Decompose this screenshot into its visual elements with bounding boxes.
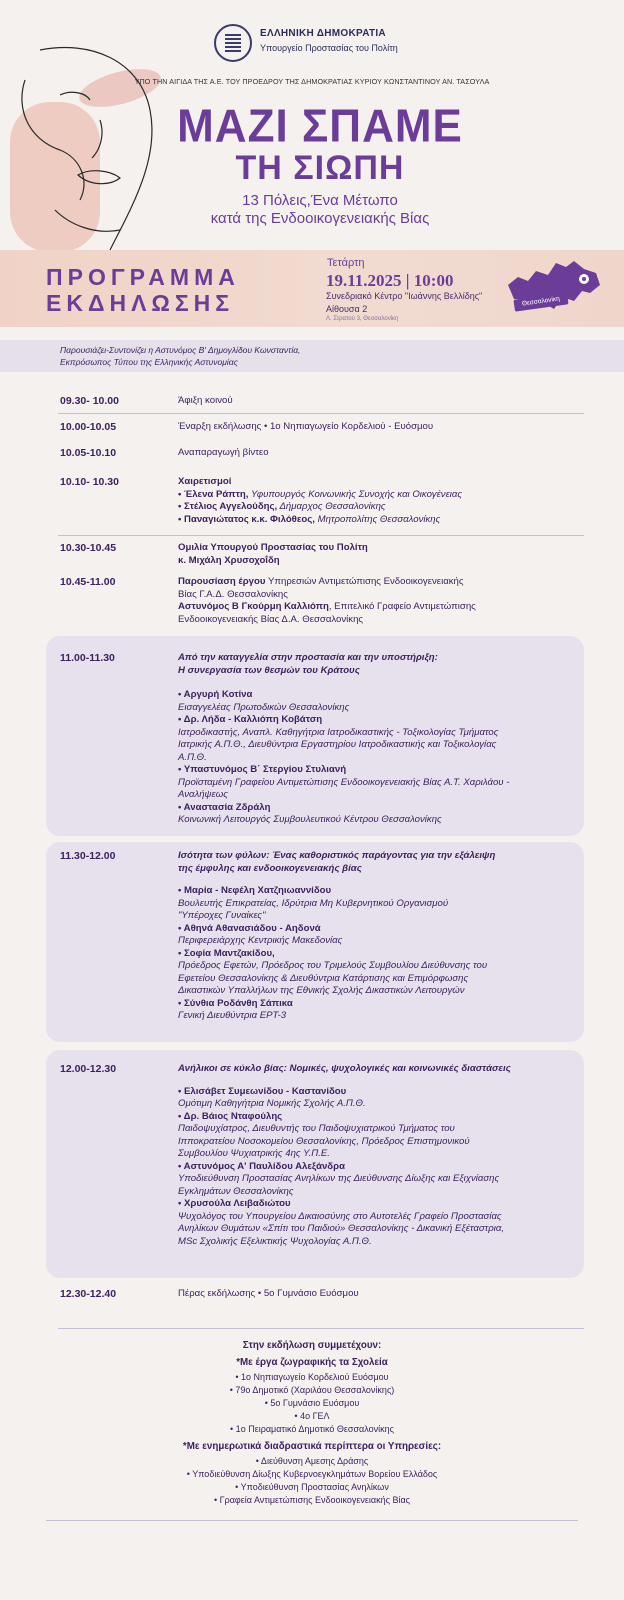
- speaker-name: • Παναγιώτατος κ.κ. Φιλόθεος,: [178, 513, 315, 525]
- schedule-time: 10.05-10.10: [60, 447, 117, 459]
- session-title: Ισότητα των φύλων: Ένας καθοριστικός παράγοντας για την εξάλειψη: [178, 850, 496, 861]
- programme-heading-line1: ΠΡΟΓΡΑΜΜΑ: [46, 264, 240, 290]
- greetings-block: [178, 476, 588, 526]
- speaker-name: • Μαρία - Νεφέλη Χατζηιωαννίδου: [178, 885, 332, 896]
- event-weekday: Τετάρτη: [327, 257, 365, 269]
- presenter-band: [0, 340, 624, 372]
- speaker-name: • Δρ. Λήδα - Καλλιόπη Κοβάτση: [178, 714, 323, 725]
- programme-heading-line2: ΕΚΔΗΛΩΣΗΣ: [46, 290, 235, 316]
- subtitle-line1: 13 Πόλεις,Ένα Μέτωπο: [242, 192, 398, 209]
- presentation-text: Βίας Γ.Α.Δ. Θεσσαλονίκης: [178, 588, 288, 600]
- speaker-role: Εφετείου Θεσσαλονίκης & Διευθύντρια Κατάρτισης και Επιμόρφωσης: [178, 972, 469, 984]
- speaker-role: Εγκλημάτων Θεσσαλονίκης: [178, 1185, 294, 1197]
- school-item: • 5ο Γυμνάσιο Ευόσμου: [264, 1398, 360, 1408]
- speaker-name: • Αθηνά Αθανασιάδου - Αηδονά: [178, 922, 321, 934]
- schedule-time: 12.00-12.30: [60, 1063, 117, 1075]
- speaker-role: "Υπέροχες Γυναίκες": [178, 910, 266, 921]
- speaker-role: Συμβουλίου Ψυχιατρικής 4ης Υ.Π.Ε.: [178, 1148, 330, 1159]
- speaker-role: Πρόεδρος Εφετών, Πρόεδρος του Τριμελούς Συμβουλίου Διεύθυνσης του: [178, 960, 488, 971]
- speaker-role: Δήμαρχος Θεσσαλονίκης: [277, 501, 386, 512]
- speaker-role: Κοινωνική Λειτουργός Συμβουλευτικού Κέντρου Θεσσαλονίκης: [178, 814, 442, 825]
- speaker-role: Ιατροδικαστής, Αναπλ. Καθηγήτρια Ιατροδικαστικής - Τοξικολογίας Τμήματος: [178, 726, 499, 738]
- schools-heading: *Με έργα ζωγραφικής τα Σχολεία: [236, 1357, 388, 1368]
- school-item: • 4ο ΓΕΛ: [294, 1411, 330, 1421]
- school-item: • 1ο Νηπιαγωγείο Κορδελιού Ευόσμου: [235, 1372, 389, 1382]
- main-title-line1: ΜΑΖΙ ΣΠΑΜΕ: [177, 100, 463, 153]
- speaker-name: • Σύνθια Ροδάνθη Σάπικα: [178, 997, 293, 1009]
- speaker-name: • Έλενα Ράπτη,: [178, 488, 249, 500]
- participants-heading: Στην εκδήλωση συμμετέχουν:: [242, 1340, 382, 1351]
- speaker-role: Μητροπολίτης Θεσσαλονίκης: [314, 513, 441, 525]
- speaker-name: • Αναστασία Ζδράλη: [178, 801, 271, 813]
- service-item: • Υποδιεύθυνση Προστασίας Ανηλίκων: [235, 1482, 389, 1492]
- event-datetime: 19.11.2025 | 10:00: [326, 271, 454, 290]
- speaker-role: Ιπποκρατείου Νοσοκομείου Θεσσαλονίκης, Πρόεδρος Επιστημονικού: [178, 1135, 470, 1147]
- speaker-role: , Επιτελικό Γραφείο Αντιμετώπισης: [328, 601, 476, 612]
- greetings-heading: Χαιρετισμοί: [178, 476, 232, 487]
- speech-speaker: κ. Μιχάλη Χρυσοχοΐδη: [178, 554, 280, 566]
- schedule-time: 12.30-12.40: [60, 1288, 117, 1300]
- session-title: Η συνεργασία των θεσμών του Κράτους: [178, 664, 360, 676]
- speaker-name: Αστυνόμος Β Γκούρμη Καλλιόπη: [178, 601, 329, 612]
- divider: [58, 535, 584, 536]
- speaker-role: Ψυχολόγος του Υπουργείου Δικαιοσύνης στο Αυτοτελές Γραφείο Προστασίας: [178, 1210, 502, 1222]
- speaker-role: Αναλήψεως: [178, 789, 228, 800]
- service-item: • Υποδιεύθυνση Δίωξης Κυβερνοεγκλημάτων Βορείου Ελλάδος: [186, 1469, 438, 1479]
- presenter-line1: Παρουσιάζει-Συντονίζει η Αστυνόμος Β' Δημογλίδου Κωνσταντία,: [60, 345, 301, 355]
- schedule-text: Άφιξη κοινού: [178, 395, 233, 406]
- main-title-line2: ΤΗ ΣΙΩΠΗ: [235, 149, 405, 187]
- speaker-name: • Στέλιος Αγγελούδης,: [178, 501, 278, 512]
- speaker-role: Γενική Διευθύντρια ΕΡΤ-3: [178, 1010, 287, 1021]
- session-block: [178, 1063, 588, 1248]
- speaker-role: Υφυπουργός Κοινωνικής Συνοχής και Οικογένειας: [248, 488, 463, 500]
- schedule-time: 10.00-10.05: [60, 421, 117, 433]
- speaker-name: • Υπαστυνόμος Β΄ Στεργίου Στυλιανή: [178, 764, 347, 775]
- presenter-line2: Εκπρόσωπος Τύπου της Ελληνικής Αστυνομίας: [60, 357, 238, 367]
- speaker-name: • Χρυσούλα Λειβαδιώτου: [178, 1198, 291, 1209]
- session-block: [178, 850, 588, 1023]
- divider: [58, 413, 584, 414]
- schedule-text: Αναπαραγωγή βίντεο: [178, 447, 269, 458]
- speaker-role: MSc Σχολικής Εξελικτικής Ψυχολογίας Α.Π.Θ.: [178, 1235, 372, 1247]
- schedule-time: 11.30-12.00: [60, 850, 116, 862]
- service-item: • Διεύθυνση Αμεσης Δράσης: [255, 1456, 369, 1466]
- divider: [46, 1520, 578, 1521]
- speaker-role: Ενδοοικογενειακής Βίας Δ.Α. Θεσσαλονίκης: [178, 613, 364, 625]
- venue-room: Αίθουσα 2: [326, 304, 368, 314]
- session-title: Από την καταγγελία στην προστασία και την υποστήριξη:: [178, 652, 438, 663]
- speaker-name: • Δρ. Βάιος Νταφούλης: [178, 1110, 283, 1122]
- presentation-text: Υπηρεσιών Αντιμετώπισης Ενδοοικογενειακής: [265, 576, 464, 587]
- schedule-time: 10.10- 10.30: [60, 476, 119, 488]
- ministry-name: Υπουργείο Προστασίας του Πολίτη: [260, 43, 398, 53]
- session-title: Ανήλικοι σε κύκλο βίας: Νομικές, ψυχολογικές και κοινωνικές διαστάσεις: [178, 1063, 511, 1074]
- speaker-role: Ομότιμη Καθηγήτρια Νομικής Σχολής Α.Π.Θ.: [178, 1098, 366, 1109]
- session-title: της έμφυλης και ενδοοικογενειακής βίας: [178, 862, 362, 874]
- minister-speech: [178, 542, 588, 567]
- speaker-role: Εισαγγελέας Πρωτοδικών Θεσσαλονίκης: [178, 701, 350, 713]
- schedule-time: 09.30- 10.00: [60, 395, 119, 407]
- programme-heading: [46, 264, 240, 316]
- service-item: • Γραφεία Αντιμετώπισης Ενδοοικογενειακής Βίας: [213, 1495, 411, 1505]
- speaker-role: Προϊσταμένη Γραφείου Αντιμετώπισης Ενδοοικογενειακής Βίας Α.Τ. Χαριλάου -: [178, 776, 510, 788]
- greek-coat-of-arms-icon: [214, 24, 252, 62]
- schedule-time: 11.00-11.30: [60, 652, 115, 664]
- presentation-title: Παρουσίαση έργου: [178, 576, 266, 587]
- session-block: [178, 652, 588, 827]
- venue-address: Λ. Στρατού 3, Θεσσαλονίκη: [326, 316, 399, 322]
- subtitle-line2: κατά της Ενδοοικογενειακής Βίας: [210, 210, 430, 227]
- speaker-role: Παιδοψυχίατρος, Διευθυντής του Παιδοψυχιατρικού Τμήματος του: [178, 1123, 455, 1134]
- speaker-name: • Σοφία Μαντζακίδου,: [178, 947, 275, 959]
- speaker-name: • Αργυρή Κοτίνα: [178, 689, 253, 700]
- speaker-role: Περιφερειάρχης Κεντρικής Μακεδονίας: [178, 935, 343, 946]
- speaker-role: Ιατρικής Α.Π.Θ., Διευθύντρια Εργαστηρίου Ιατροδικαστικής και Τοξικολογίας: [178, 739, 497, 750]
- speaker-role: Α.Π.Θ.: [178, 751, 207, 763]
- speaker-role: Ανηλίκων Θυμάτων «Σπίτι του Παιδιού» Θεσσαλονίκης - Δικανική Εξέταστρια,: [178, 1223, 504, 1234]
- school-item: • 1ο Πειραματικό Δημοτικό Θεσσαλονίκης: [230, 1424, 394, 1434]
- republic-name: ΕΛΛΗΝΙΚΗ ΔΗΜΟΚΡΑΤΙΑ: [260, 28, 386, 39]
- map-city-label: Θεσσαλονίκη: [513, 292, 568, 311]
- schedule-text: Έναρξη εκδήλωσης • 1ο Νηπιαγωγείο Κορδελιού - Ευόσμου: [178, 421, 434, 432]
- speech-title: Ομιλία Υπουργού Προστασίας του Πολίτη: [178, 542, 368, 553]
- schedule-time: 10.30-10.45: [60, 542, 117, 554]
- government-header: [214, 24, 444, 64]
- schedule-time: 10.45-11.00: [60, 576, 116, 588]
- schedule-text: Πέρας εκδήλωσης • 5ο Γυμνάσιο Ευόσμου: [178, 1288, 359, 1299]
- speaker-name: • Αστυνόμος Α' Παυλίδου Αλεξάνδρα: [178, 1160, 345, 1172]
- patronage-line: ΥΠΟ ΤΗΝ ΑΙΓΙΔΑ ΤΗΣ Α.Ε. ΤΟΥ ΠΡΟΕΔΡΟΥ ΤΗΣ ΔΗΜΟΚΡΑΤΙΑΣ ΚΥΡΙΟΥ ΚΩΝΣΤΑΝΤΙΝΟΥ ΑΝ. ΤΑΣΟΥΛΑ: [134, 77, 490, 86]
- speaker-role: Βουλευτής Επικρατείας, Ιδρύτρια Μη Κυβερνητικού Οργανισμού: [178, 897, 449, 909]
- speaker-role: Υποδιεύθυνση Προστασίας Ανηλίκων της Διεύθυνσης Δίωξης και Εξιχνίασης: [178, 1173, 500, 1184]
- divider: [58, 1328, 584, 1329]
- school-item: • 79ο Δημοτικό (Χαριλάου Θεσσαλονίκης): [229, 1385, 395, 1395]
- speaker-role: Δικαστικών Υπαλλήλων της Εθνικής Σχολής Δικαστικών Λειτουργών: [178, 985, 465, 996]
- services-heading: *Με ενημερωτικά διαδραστικά περίπτερα οι Υπηρεσίες:: [182, 1441, 442, 1452]
- venue-name: Συνεδριακό Κέντρο "Ιωάννης Βελλίδης": [326, 291, 483, 301]
- speaker-name: • Ελισάβετ Συμεωνίδου - Καστανίδου: [178, 1085, 347, 1097]
- project-presentation: [178, 576, 588, 626]
